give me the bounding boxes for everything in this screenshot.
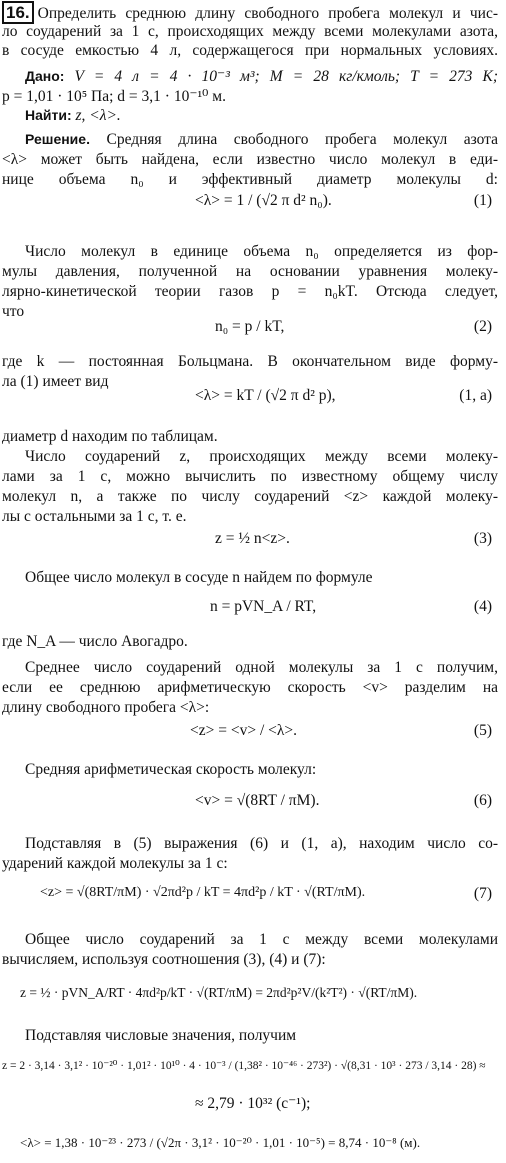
p2-line-2: мулы давления, полученной на основании уравнения молеку- (2, 263, 498, 280)
find-label: Найти: (25, 107, 72, 123)
p3-line-2: ла (1) имеет вид (2, 373, 109, 390)
p6-line: где N_A — число Авогадро. (2, 633, 188, 650)
equation-7: <z> = √(8RT/πM) · √2πd²p / kT = 4πd²p / kT · √(RT/πM). (40, 885, 366, 900)
p8-line: Средняя арифметическая скорость молекул: (25, 761, 317, 778)
p2-line-4: что (2, 303, 25, 320)
equation-6-number: (6) (473, 792, 492, 809)
p9-line-1: Подставляя в (5) выражения (6) и (1, a), находим число со- (25, 835, 498, 852)
equation-2-number: (2) (473, 318, 492, 335)
p9-line-2: ударений каждой молекулы за 1 с: (2, 855, 228, 872)
p2-line-3: лярно-кинетической теории газов p = n₀kT. Отсюда следует, (2, 283, 498, 300)
p4-line-2: Число соударений z, происходящих между всеми молеку- (25, 448, 498, 465)
equation-2: n₀ = p / kT, (215, 318, 285, 335)
equation-1a-number: (1, a) (459, 387, 492, 404)
equation-4: n = pVN_A / RT, (210, 598, 317, 615)
p4-line-3: лами за 1 с, можно вычислить по известному общему числу (2, 468, 498, 485)
equation-9-line-1: z = 2 · 3,14 · 3,1² · 10⁻²⁰ · 1,01² · 10¹⁰ · 4 · 10⁻³ / (1,38² · 10⁻⁴⁶ · 273²) · √(8,31 · 10³ · 273 / 3,14 · 28) ≈ (2, 1060, 486, 1072)
p10-line-1: Общее число соударений за 1 с между всеми молекулами (25, 931, 498, 948)
equation-1-number: (1) (473, 192, 492, 209)
solution-text-1: Средняя длина свободного пробега молекул азота (106, 131, 498, 148)
solution-line-1 (25, 130, 498, 149)
given-line-1 (25, 67, 498, 86)
p3-line-1: где k — постоянная Больцмана. В окончательном виде форму- (2, 353, 498, 370)
problem-text-1: Определить среднюю длину свободного пробега молекул и чис- (37, 5, 498, 22)
p10-line-2: вычисляем, используя соотношения (3), (4) и (7): (2, 951, 326, 968)
p4-line-1: диаметр d находим по таблицам. (2, 428, 218, 445)
equation-6: <v> = √(8RT / πM). (195, 792, 320, 809)
given-label: Дано: (25, 68, 65, 84)
equation-7-number: (7) (473, 885, 492, 902)
find-line (25, 106, 498, 125)
solution-line-2: <λ> может быть найдена, если известно число молекул в еди- (2, 151, 498, 168)
problem-line-1 (2, 1, 498, 24)
p11-line: Подставляя числовые значения, получим (25, 1027, 297, 1044)
equation-3: z = ½ n<z>. (215, 530, 290, 547)
solution-label: Решение. (25, 131, 90, 147)
p7-line-1: Среднее число соударений одной молекулы за 1 с получим, (25, 659, 498, 676)
equation-4-number: (4) (473, 598, 492, 615)
equation-3-number: (3) (473, 530, 492, 547)
p4-line-5: лы с остальными за 1 с, т. е. (2, 508, 187, 525)
equation-1: <λ> = 1 / (√2 π d² n₀). (195, 192, 332, 209)
equation-5: <z> = <v> / <λ>. (190, 722, 298, 739)
equation-1a: <λ> = kT / (√2 π d² p), (195, 387, 336, 404)
equation-9-line-2: ≈ 2,79 · 10³² (с⁻¹); (195, 1095, 311, 1112)
given-text-1: V = 4 л = 4 · 10⁻³ м³; M = 28 кг/кмоль; T = 273 К; (74, 68, 498, 85)
problem-line-3: в сосуде емкостью 4 л, содержащегося при нормальных условиях. (2, 42, 498, 59)
find-text: z, <λ>. (75, 107, 121, 124)
equation-5-number: (5) (473, 722, 492, 739)
problem-line-2: ло соударений за 1 с, происходящих между всеми молекулами азота, (2, 23, 498, 40)
given-line-2: p = 1,01 · 10⁵ Па; d = 3,1 · 10⁻¹⁰ м. (2, 88, 226, 105)
problem-number: 16. (2, 1, 34, 24)
equation-8: z = ½ · pVN_A/RT · 4πd²p/kT · √(RT/πM) = 2πd²p²V/(k²T²) · √(RT/πM). (20, 985, 418, 1000)
solution-line-3: нице объема n₀ и эффективный диаметр молекулы d: (2, 171, 498, 188)
p7-line-2: если ее среднюю арифметическую скорость <v> разделим на (2, 679, 498, 696)
equation-10: <λ> = 1,38 · 10⁻²³ · 273 / (√2π · 3,1² · 10⁻²⁰ · 1,01 · 10⁻⁵) = 8,74 · 10⁻⁸ (м). (20, 1135, 421, 1150)
p4-line-4: молекул n, а также по числу соударений <z> каждой молеку- (2, 488, 498, 505)
p2-line-1: Число молекул в единице объема n₀ определяется из фор- (25, 243, 498, 260)
p7-line-3: длину свободного пробега <λ>: (2, 699, 210, 716)
p5-line: Общее число молекул в сосуде n найдем по формуле (25, 569, 373, 586)
